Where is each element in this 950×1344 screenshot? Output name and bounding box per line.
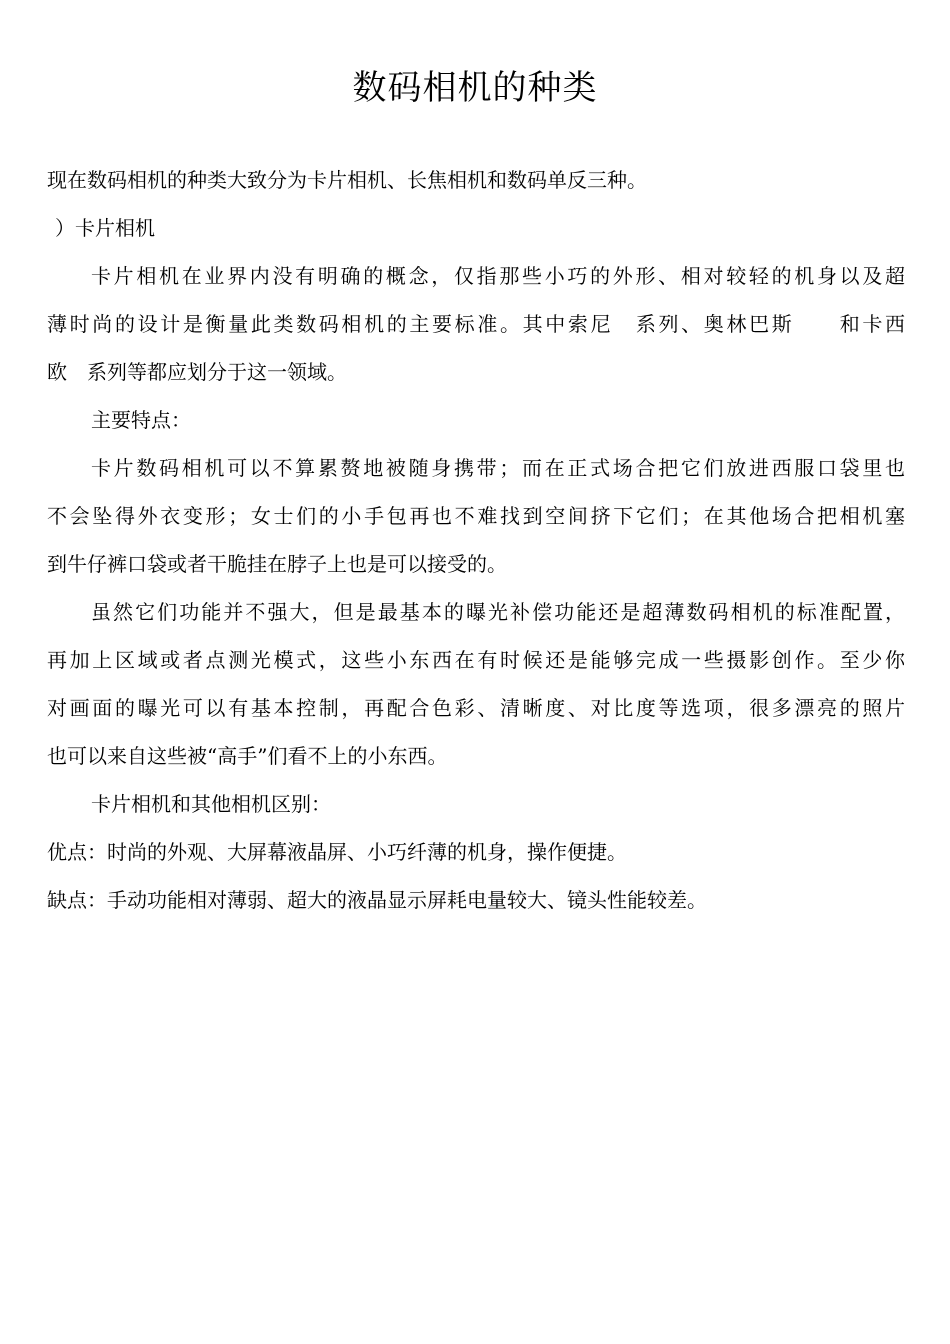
paragraph-line: 再加上区域或者点测光模式，这些小东西在有时候还是能够完成一些摄影创作。至少你 bbox=[47, 648, 905, 672]
section-heading-card-camera: ）卡片相机 bbox=[55, 216, 155, 240]
paragraph-line: 薄时尚的设计是衡量此类数码相机的主要标准。其中索尼 系列、奥林巴斯 和卡西 bbox=[47, 312, 905, 336]
disadvantages-line: 缺点：手动功能相对薄弱、超大的液晶显示屏耗电量较大、镜头性能较差。 bbox=[47, 888, 707, 912]
document-body bbox=[47, 156, 905, 924]
advantages-line: 优点：时尚的外观、大屏幕液晶屏、小巧纤薄的机身，操作便捷。 bbox=[47, 840, 627, 864]
intro-line: 现在数码相机的种类大致分为卡片相机、长焦相机和数码单反三种。 bbox=[47, 168, 647, 192]
paragraph-line: 到牛仔裤口袋或者干脆挂在脖子上也是可以接受的。 bbox=[47, 552, 507, 576]
paragraph-line: 卡片相机在业界内没有明确的概念，仅指那些小巧的外形、相对较轻的机身以及超 bbox=[91, 264, 905, 288]
paragraph-line: 对画面的曝光可以有基本控制，再配合色彩、清晰度、对比度等选项，很多漂亮的照片 bbox=[47, 696, 905, 720]
subheading-features: 主要特点： bbox=[91, 408, 191, 432]
paragraph-line: 虽然它们功能并不强大，但是最基本的曝光补偿功能还是超薄数码相机的标准配置， bbox=[91, 600, 905, 624]
document-title: 数码相机的种类 bbox=[352, 68, 598, 108]
paragraph-line: 欧 系列等都应划分于这一领域。 bbox=[47, 360, 347, 384]
subheading-differences: 卡片相机和其他相机区别： bbox=[91, 792, 331, 816]
paragraph-line: 不会坠得外衣变形；女士们的小手包再也不难找到空间挤下它们；在其他场合把相机塞 bbox=[47, 504, 905, 528]
paragraph-line: 也可以来自这些被“高手”们看不上的小东西。 bbox=[47, 744, 448, 768]
paragraph-line: 卡片数码相机可以不算累赘地被随身携带；而在正式场合把它们放进西服口袋里也 bbox=[91, 456, 905, 480]
